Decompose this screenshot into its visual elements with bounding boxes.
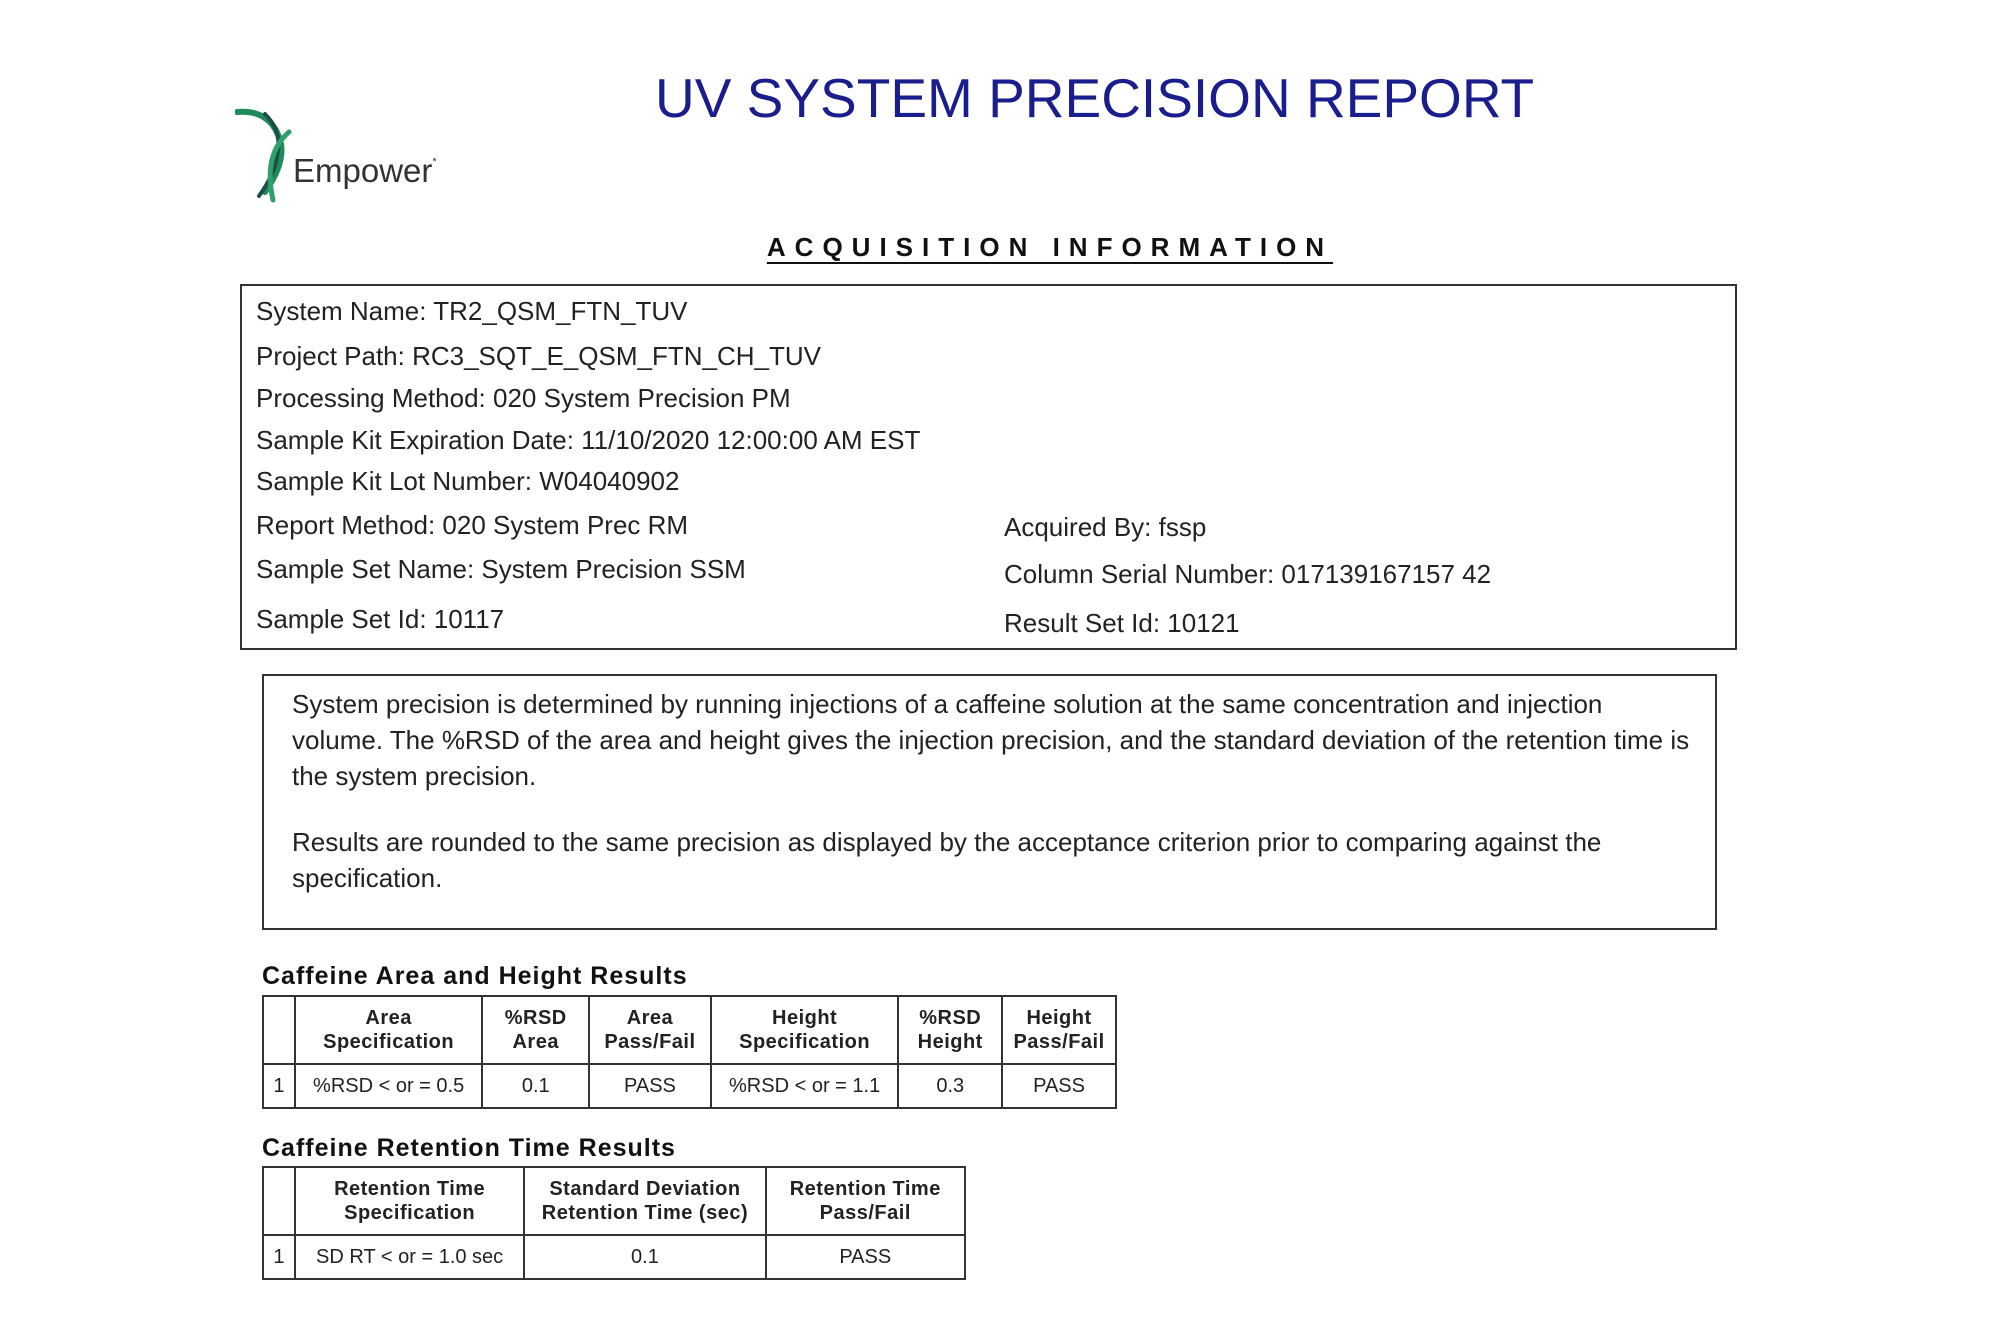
kit-expiration: Sample Kit Expiration Date: 11/10/2020 12:00:00 AM EST xyxy=(256,425,921,455)
height-pass-fail-header: Height Pass/Fail xyxy=(1002,996,1116,1064)
rsd-height-header: %RSD Height xyxy=(898,996,1002,1064)
sample-set-name: Sample Set Name: System Precision SSM xyxy=(256,554,746,584)
report-method: Report Method: 020 System Prec RM xyxy=(256,510,689,540)
retention-table-title: Caffeine Retention Time Results xyxy=(262,1134,676,1162)
project-path: Project Path: RC3_SQT_E_QSM_FTN_CH_TUV xyxy=(256,341,821,371)
rt-spec-header: Retention Time Specification xyxy=(295,1167,524,1235)
sd-rt-header: Standard Deviation Retention Time (sec) xyxy=(524,1167,765,1235)
height-pass-fail-cell: PASS xyxy=(1002,1064,1116,1108)
rt-pass-fail-cell: PASS xyxy=(766,1235,965,1279)
retention-table xyxy=(262,1166,966,1280)
system-name: System Name: TR2_QSM_FTN_TUV xyxy=(256,296,688,326)
area-spec-cell: %RSD < or = 0.5 xyxy=(295,1064,483,1108)
rt-pass-fail-header: Retention Time Pass/Fail xyxy=(766,1167,965,1235)
area-pass-fail-cell: PASS xyxy=(589,1064,711,1108)
rsd-area-cell: 0.1 xyxy=(482,1064,589,1108)
report-title: UV SYSTEM PRECISION REPORT xyxy=(655,67,1535,129)
column-serial: Column Serial Number: 017139167157 42 xyxy=(1004,559,1492,589)
table-row xyxy=(263,1064,1116,1108)
rt-spec-cell: SD RT < or = 1.0 sec xyxy=(295,1235,524,1279)
section-header: ACQUISITION INFORMATION xyxy=(766,232,1334,262)
empower-logo xyxy=(235,104,455,204)
kit-lot-number: Sample Kit Lot Number: W04040902 xyxy=(256,466,680,496)
area-height-table xyxy=(262,995,1117,1109)
result-set-id: Result Set Id: 10121 xyxy=(1004,608,1240,638)
height-spec-cell: %RSD < or = 1.1 xyxy=(711,1064,899,1108)
table-header-row xyxy=(263,996,1116,1064)
description-box xyxy=(262,674,1717,930)
area-height-table-title: Caffeine Area and Height Results xyxy=(262,962,688,990)
acquired-by: Acquired By: fssp xyxy=(1004,512,1207,542)
processing-method: Processing Method: 020 System Precision PM xyxy=(256,383,791,413)
area-spec-header: Area Specification xyxy=(295,996,483,1064)
row-index: 1 xyxy=(263,1064,295,1108)
description-paragraph-1: System precision is determined by running injections of a caffeine solution at the same concentration and injection volume. The %RSD of the area and height gives the injection precision, and the standard deviation of the retention time is the system precision. xyxy=(292,689,1690,791)
description-paragraph-2: Results are rounded to the same precision as displayed by the acceptance criterion prior to comparing against the specification. xyxy=(292,827,1602,893)
height-spec-header: Height Specification xyxy=(711,996,899,1064)
table-header-row xyxy=(263,1167,965,1235)
index-header xyxy=(263,1167,295,1235)
sample-set-id: Sample Set Id: 10117 xyxy=(256,604,505,634)
index-header xyxy=(263,996,295,1064)
row-index: 1 xyxy=(263,1235,295,1279)
empower-wordmark: Empower* xyxy=(293,152,437,189)
table-row xyxy=(263,1235,965,1279)
rsd-area-header: %RSD Area xyxy=(482,996,589,1064)
rsd-height-cell: 0.3 xyxy=(898,1064,1002,1108)
sd-rt-cell: 0.1 xyxy=(524,1235,765,1279)
acquisition-info-box xyxy=(240,284,1737,650)
area-pass-fail-header: Area Pass/Fail xyxy=(589,996,711,1064)
